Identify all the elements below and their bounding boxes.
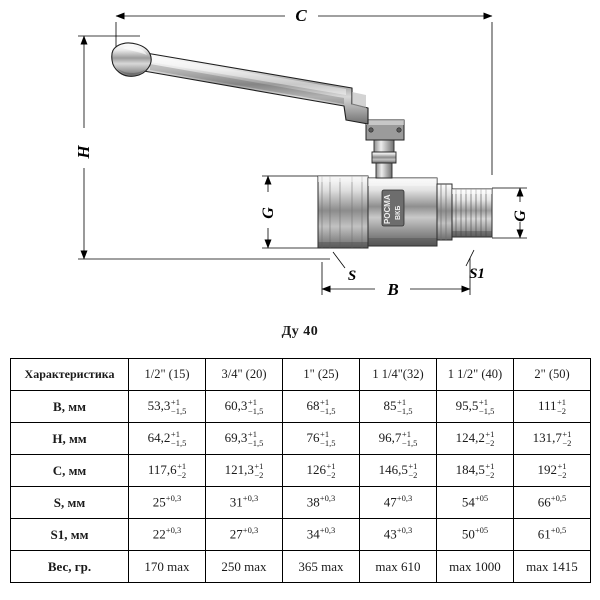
dimension-label-b: B [387, 280, 399, 299]
cell-tolerance [320, 398, 335, 415]
cell-tolerance [562, 430, 571, 447]
cell-value: 34 [306, 526, 320, 542]
svg-text:ВКБ: ВКБ [395, 205, 402, 220]
cell-value: 53,3 [147, 397, 171, 413]
tolerance-upper: +1 [247, 397, 257, 408]
cell-value: 68 [306, 397, 320, 413]
cell-value: 365 max [298, 558, 344, 574]
table-row-label: H, мм [11, 423, 129, 455]
table-cell [206, 455, 283, 487]
tolerance-upper: +1 [485, 461, 495, 472]
cell-value: 50 [461, 526, 475, 542]
table-cell [129, 423, 206, 455]
cell-value: 47 [383, 494, 397, 510]
table-cell [514, 551, 591, 583]
table-header-size-3: 1" (25) [283, 359, 360, 391]
tolerance-upper: +0,3 [242, 493, 259, 504]
table-cell [437, 487, 514, 519]
table-body [11, 391, 591, 583]
cell-value: 64,2 [147, 429, 171, 445]
table-cell [360, 551, 437, 583]
cell-value: max 1000 [449, 558, 501, 574]
tolerance-lower: −2 [408, 469, 418, 480]
table-header-row [11, 359, 591, 391]
table-cell [206, 423, 283, 455]
dimension-label-s: S [347, 268, 357, 284]
table-cell [283, 551, 360, 583]
tolerance-upper: +0,5 [550, 525, 567, 536]
cell-value: 43 [383, 526, 397, 542]
cell-value: 184,5 [455, 461, 485, 477]
dimension-label-c: C [295, 6, 307, 25]
tolerance-upper: +0,3 [242, 525, 259, 536]
tolerance-lower: −1,5 [170, 405, 187, 416]
tolerance-lower: −2 [485, 469, 495, 480]
cell-value: 146,5 [378, 461, 408, 477]
dimension-label-h: H [74, 145, 93, 159]
table-row [11, 487, 591, 519]
table-cell [360, 391, 437, 423]
table-header-size-2: 3/4" (20) [206, 359, 283, 391]
table-cell [283, 391, 360, 423]
tolerance-lower: −1,5 [247, 405, 264, 416]
table-cell [514, 455, 591, 487]
tolerance-lower: −1,5 [478, 405, 495, 416]
cell-tolerance [557, 398, 566, 415]
table-cell [437, 455, 514, 487]
table-cell [206, 551, 283, 583]
tolerance-upper: +0,3 [165, 525, 182, 536]
table-cell [206, 487, 283, 519]
cell-tolerance [177, 462, 186, 479]
valve-body-graphic [112, 43, 492, 248]
table-cell [437, 519, 514, 551]
cell-value: 27 [229, 526, 243, 542]
cell-tolerance [320, 430, 335, 447]
table-row [11, 423, 591, 455]
cell-value: 121,3 [224, 461, 254, 477]
cell-tolerance [326, 462, 335, 479]
tolerance-lower: −1,5 [320, 437, 336, 448]
tolerance-upper: +1 [320, 429, 330, 440]
tolerance-upper: +0,3 [165, 493, 182, 504]
table-cell [206, 519, 283, 551]
cell-value: 66 [537, 494, 551, 510]
tolerance-lower: −2 [562, 437, 572, 448]
table-cell [514, 519, 591, 551]
cell-value: max 610 [375, 558, 421, 574]
table-header-size-4: 1 1/4"(32) [360, 359, 437, 391]
tolerance-upper: +1 [557, 461, 567, 472]
cell-value: 250 max [221, 558, 267, 574]
tolerance-upper: +1 [408, 461, 418, 472]
tolerance-lower: −2 [557, 405, 567, 416]
tolerance-lower: −2 [177, 469, 187, 480]
cell-value: 31 [229, 494, 243, 510]
table-header-size-5: 1 1/2" (40) [437, 359, 514, 391]
table-cell [514, 423, 591, 455]
cell-value: 124,2 [455, 429, 485, 445]
table-row [11, 391, 591, 423]
cell-value: 111 [537, 397, 557, 413]
cell-tolerance [254, 462, 263, 479]
table-row [11, 551, 591, 583]
cell-tolerance [171, 398, 186, 415]
table-cell [514, 391, 591, 423]
tolerance-upper: +1 [478, 397, 488, 408]
dimension-label-s1: S1 [469, 266, 485, 282]
tolerance-upper: +0,5 [550, 493, 567, 504]
table-cell [360, 423, 437, 455]
tolerance-upper: +1 [562, 429, 572, 440]
tolerance-upper: +1 [485, 429, 495, 440]
tolerance-lower: −1,5 [397, 405, 413, 416]
tolerance-upper: +1 [170, 429, 180, 440]
tolerance-lower: −2 [485, 437, 495, 448]
cell-tolerance [485, 462, 494, 479]
cell-value: 117,6 [147, 461, 177, 477]
table-cell [360, 455, 437, 487]
tolerance-upper: +1 [401, 429, 411, 440]
cell-value: 38 [306, 494, 320, 510]
body-marking-text: РОСМА [383, 194, 392, 224]
table-header-characteristic: Характеристика [11, 359, 129, 391]
tolerance-upper: +1 [397, 397, 407, 408]
table-cell [283, 423, 360, 455]
cell-tolerance [248, 430, 263, 447]
tolerance-lower: −1,5 [401, 437, 418, 448]
cell-value: 192 [537, 461, 557, 477]
table-row [11, 519, 591, 551]
cell-value: 69,3 [224, 429, 248, 445]
cell-tolerance [485, 430, 494, 447]
tolerance-upper: +0,3 [319, 525, 336, 536]
table-row-label: S1, мм [11, 519, 129, 551]
tolerance-upper: +05 [474, 525, 489, 536]
figure-caption: Ду 40 [281, 324, 319, 339]
cell-value: 95,5 [455, 397, 479, 413]
cell-value: max 1415 [526, 558, 578, 574]
cell-value: 22 [152, 526, 166, 542]
cell-tolerance [402, 430, 417, 447]
tolerance-lower: −1,5 [320, 405, 336, 416]
table-row-label: S, мм [11, 487, 129, 519]
cell-value: 61 [537, 526, 551, 542]
table-cell [360, 519, 437, 551]
table-cell [129, 551, 206, 583]
tolerance-lower: −2 [254, 469, 264, 480]
tolerance-lower: −2 [557, 469, 567, 480]
tolerance-lower: −1,5 [247, 437, 264, 448]
table-row [11, 455, 591, 487]
table-cell [437, 551, 514, 583]
table-cell [129, 391, 206, 423]
cell-tolerance [408, 462, 417, 479]
tolerance-upper: +1 [177, 461, 187, 472]
cell-value: 170 max [144, 558, 190, 574]
tolerance-upper: +1 [320, 397, 330, 408]
table-cell [129, 455, 206, 487]
cell-tolerance [171, 430, 186, 447]
tolerance-upper: +1 [254, 461, 264, 472]
tolerance-upper: +0,3 [396, 493, 413, 504]
cell-tolerance [479, 398, 494, 415]
table-cell [129, 519, 206, 551]
table-row-label: B, мм [11, 391, 129, 423]
table-cell [437, 423, 514, 455]
cell-value: 131,7 [532, 429, 562, 445]
dimension-label-g-right: G [512, 210, 529, 222]
table-header-size-1: 1/2" (15) [129, 359, 206, 391]
tolerance-upper: +0,3 [396, 525, 413, 536]
table-cell [129, 487, 206, 519]
tolerance-upper: +1 [247, 429, 257, 440]
table-row-label: C, мм [11, 455, 129, 487]
tolerance-upper: +0,3 [319, 493, 336, 504]
cell-value: 126 [306, 461, 326, 477]
table-cell [283, 519, 360, 551]
cell-value: 96,7 [378, 429, 402, 445]
table-row-label: Вес, гр. [11, 551, 129, 583]
cell-tolerance [248, 398, 263, 415]
tolerance-upper: +05 [474, 493, 489, 504]
table-cell [514, 487, 591, 519]
specification-table [10, 358, 591, 583]
table-cell [283, 455, 360, 487]
cell-value: 54 [461, 494, 475, 510]
cell-tolerance [557, 462, 566, 479]
dimension-label-g-left: G [260, 207, 277, 219]
tolerance-upper: +1 [557, 397, 567, 408]
table-cell [360, 487, 437, 519]
tolerance-upper: +1 [326, 461, 336, 472]
cell-value: 85 [383, 397, 397, 413]
cell-tolerance [397, 398, 412, 415]
tolerance-lower: −2 [326, 469, 336, 480]
table-cell [283, 487, 360, 519]
table-header-size-6: 2" (50) [514, 359, 591, 391]
cell-value: 76 [306, 429, 320, 445]
tolerance-upper: +1 [170, 397, 180, 408]
table-cell [206, 391, 283, 423]
table-cell [437, 391, 514, 423]
cell-value: 60,3 [224, 397, 248, 413]
cell-value: 25 [152, 494, 166, 510]
tolerance-lower: −1,5 [170, 437, 187, 448]
